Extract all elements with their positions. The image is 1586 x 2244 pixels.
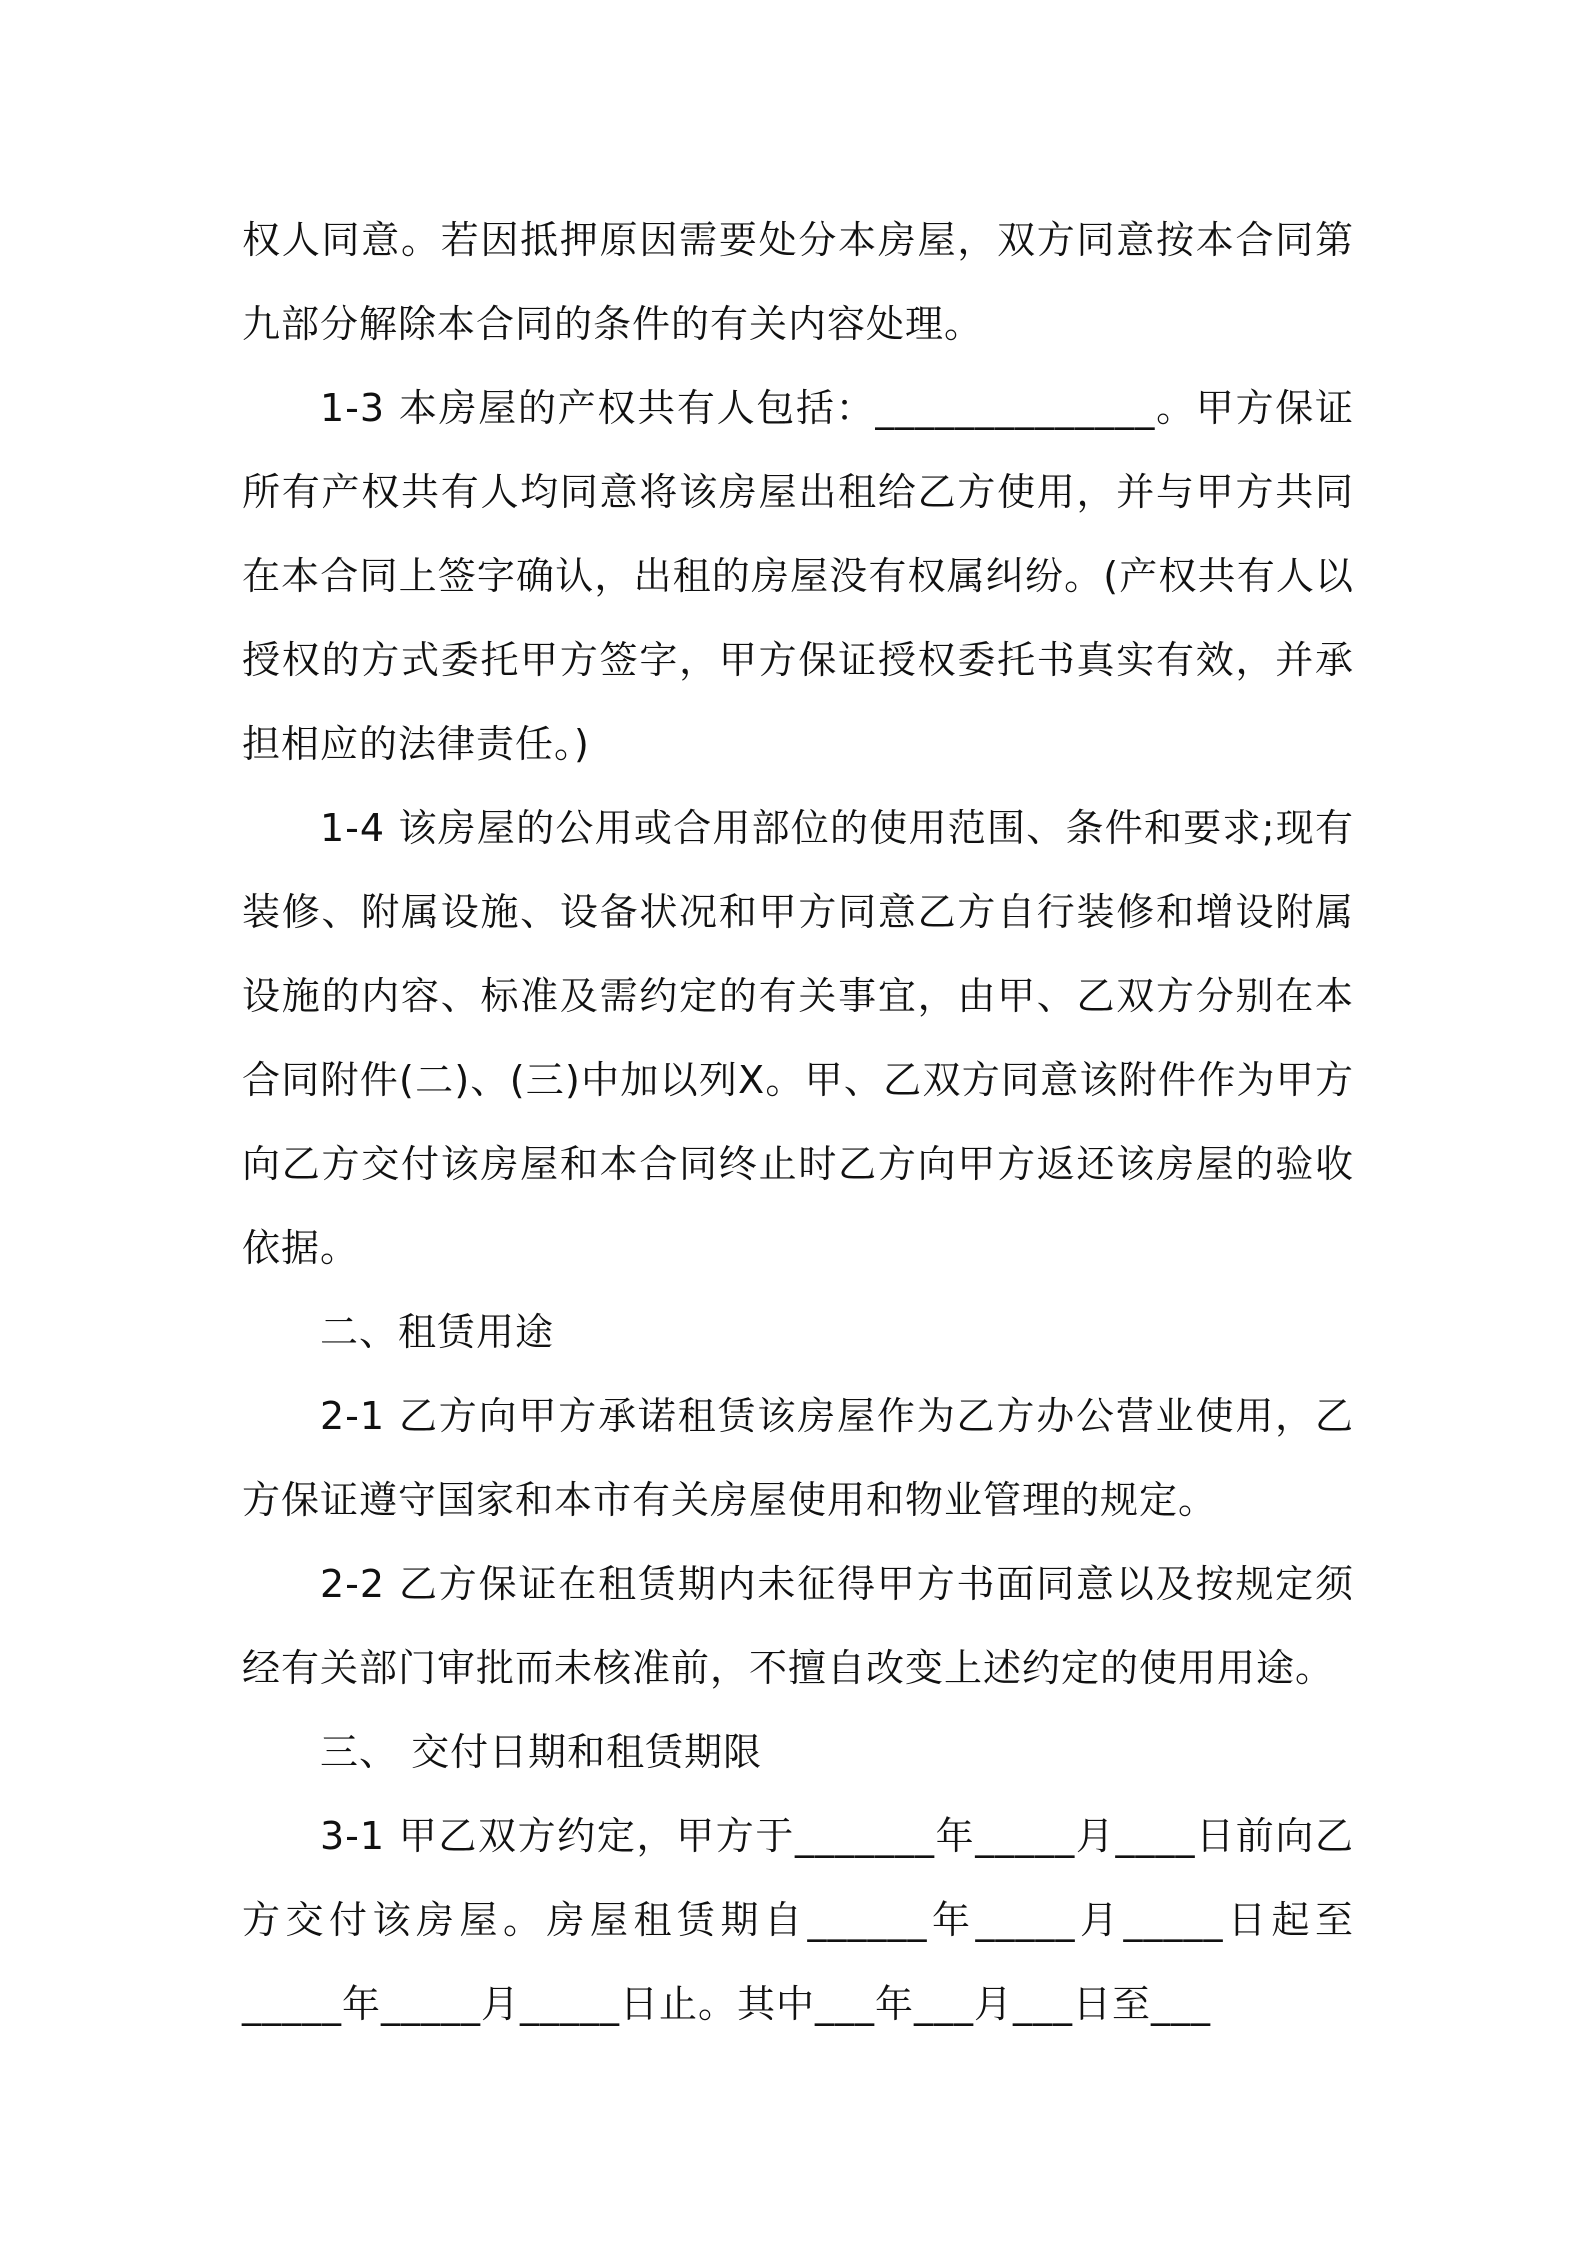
- paragraph-clause-3-1: 3-1 甲乙双方约定，甲方于_______年_____月____日前向乙方交付该房屋。房屋租赁期自______年_____月_____日起至_____年_____月_____日止。其中___年___月___日至___: [242, 1814, 1354, 2026]
- paragraph-clause-1-4: 1-4 该房屋的公用或合用部位的使用范围、条件和要求;现有装修、附属设施、设备状况和甲方同意乙方自行装修和增设附属设施的内容、标准及需约定的有关事宜，由甲、乙双方分别在本合同附件(二)、(三)中加以列X。甲、乙双方同意该附件作为甲方向乙方交付该房屋和本合同终止时乙方向甲方返还该房屋的验收依据。: [242, 806, 1354, 1270]
- section-heading-rental-purpose: 二、租赁用途: [320, 1310, 555, 1354]
- document-page: [242, 198, 1354, 2046]
- paragraph-mortgage-clause-continued: 权人同意。若因抵押原因需要处分本房屋，双方同意按本合同第九部分解除本合同的条件的有关内容处理。: [242, 218, 1354, 346]
- section-heading-delivery-and-term: 三、 交付日期和租赁期限: [320, 1730, 763, 1774]
- paragraph-clause-1-3: 1-3 本房屋的产权共有人包括：______________。甲方保证所有产权共有人均同意将该房屋出租给乙方使用，并与甲方共同在本合同上签字确认，出租的房屋没有权属纠纷。(产权共有人以授权的方式委托甲方签字，甲方保证授权委托书真实有效，并承担相应的法律责任。): [242, 386, 1354, 766]
- paragraph-clause-2-2: 2-2 乙方保证在租赁期内未征得甲方书面同意以及按规定须经有关部门审批而未核准前，不擅自改变上述约定的使用用途。: [242, 1562, 1354, 1690]
- paragraph-clause-2-1: 2-1 乙方向甲方承诺租赁该房屋作为乙方办公营业使用，乙方保证遵守国家和本市有关房屋使用和物业管理的规定。: [242, 1394, 1354, 1522]
